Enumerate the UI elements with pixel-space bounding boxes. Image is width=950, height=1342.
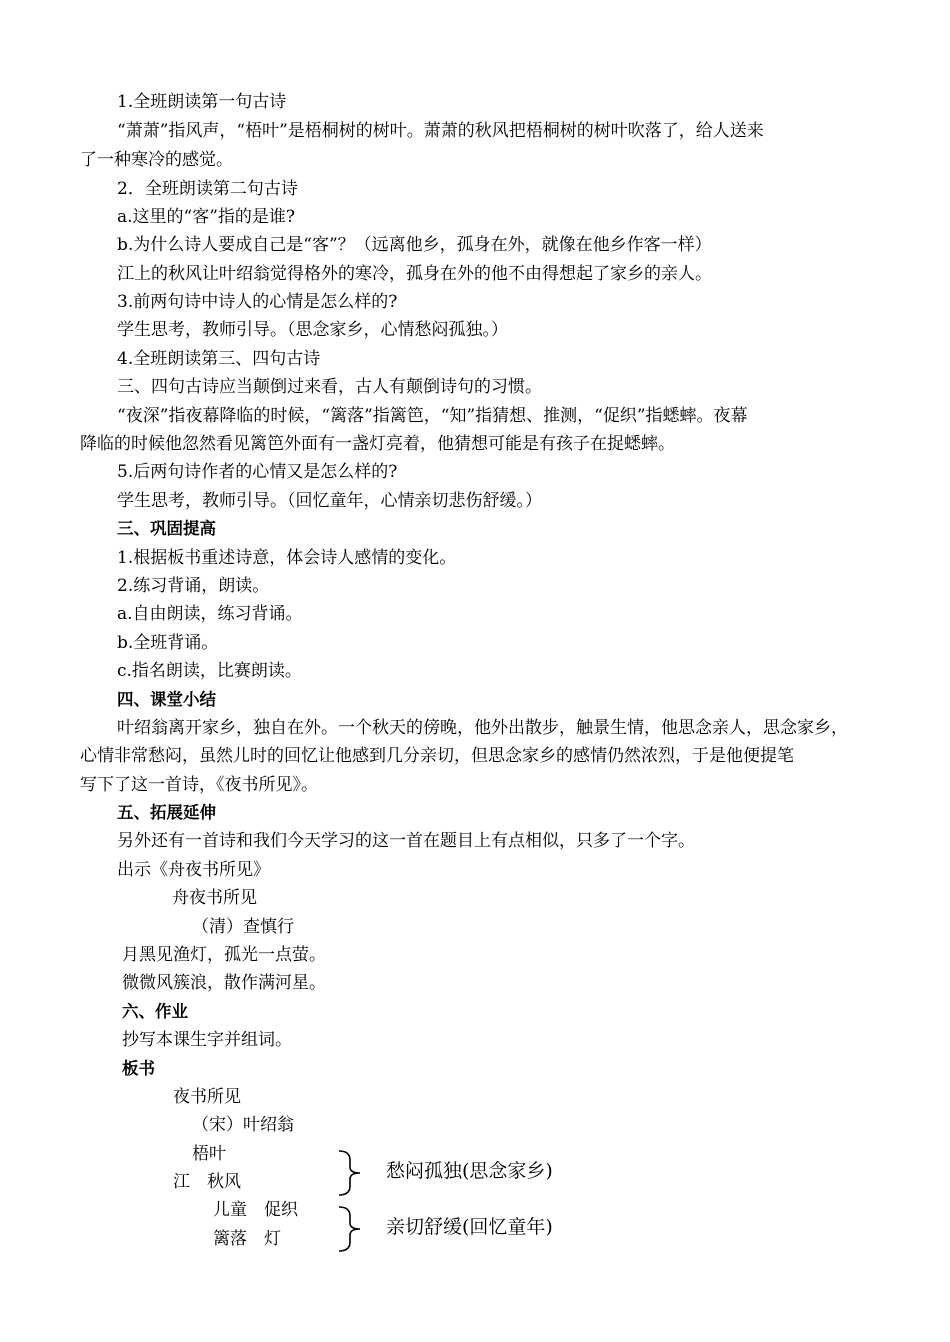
- text-line: 4.全班朗读第三、四句古诗: [117, 349, 321, 369]
- board-emotion-note: 愁闷孤独(思念家乡): [386, 1160, 553, 1182]
- poem-line: 微微风簇浪，散作满河星。: [122, 973, 326, 993]
- text-line: c.指名朗读，比赛朗读。: [117, 661, 302, 681]
- text-line: 5.后两句诗作者的心情又是怎么样的?: [117, 462, 398, 482]
- section-heading: 四、课堂小结: [117, 690, 216, 709]
- right-brace-icon: [336, 1204, 364, 1254]
- board-item: 梧叶: [192, 1144, 226, 1164]
- text-line: 1.根据板书重述诗意，体会诗人感情的变化。: [117, 548, 457, 568]
- text-line: 叶绍翁离开家乡，独自在外。一个秋天的傍晚，他外出散步，触景生情，他思念亲人，思念家乡，: [117, 718, 848, 738]
- section-heading: 三、巩固提高: [117, 519, 216, 538]
- text-line: 抄写本课生字并组词。: [122, 1030, 292, 1050]
- text-line: 1.全班朗读第一句古诗: [117, 92, 287, 112]
- board-item: 儿童 促织: [213, 1200, 298, 1220]
- text-line: 写下了这一首诗，《夜书所见》。: [80, 775, 318, 795]
- right-brace-icon: [336, 1148, 364, 1198]
- text-line: 三、四句古诗应当颠倒过来看，古人有颠倒诗句的习惯。: [117, 377, 542, 397]
- text-line: a.这里的“客”指的是谁?: [117, 207, 296, 227]
- section-heading: 六、作业: [122, 1002, 188, 1021]
- section-heading: 板书: [122, 1059, 155, 1078]
- text-line: 另外还有一首诗和我们今天学习的这一首在题目上有点相似，只多了一个字。: [117, 831, 695, 851]
- text-line: 降临的时候他忽然看见篱笆外面有一盏灯亮着，他猜想可能是有孩子在捉蟋蟀。: [80, 434, 675, 454]
- board-item: 江 秋风: [173, 1172, 241, 1192]
- text-line: b.全班背诵。: [117, 633, 219, 653]
- text-line: “夜深”指夜幕降临的时候，“篱落”指篱笆，“知”指猜想、推测，“促织”指蟋蟀。夜幕: [117, 406, 748, 426]
- text-line: a.自由朗读，练习背诵。: [117, 604, 303, 624]
- board-item: 篱落 灯: [213, 1229, 281, 1249]
- board-emotion-note: 亲切舒缓(回忆童年): [386, 1216, 553, 1238]
- text-line: 学生思考，教师引导。（回忆童年，心情亲切悲伤舒缓。）: [117, 491, 542, 511]
- poem-title: 舟夜书所见: [172, 888, 257, 908]
- board-title: 夜书所见: [173, 1087, 241, 1107]
- poem-line: 月黑见渔灯，孤光一点萤。: [122, 945, 326, 965]
- text-line: “萧萧”指风声，“梧叶”是梧桐树的树叶。萧萧的秋风把梧桐树的树叶吹落了，给人送来: [117, 121, 764, 141]
- text-line: 学生思考，教师引导。（思念家乡，心情愁闷孤独。）: [117, 320, 508, 340]
- text-line: 3.前两句诗中诗人的心情是怎么样的?: [117, 292, 398, 312]
- text-line: b.为什么诗人要成自己是“客”？（远离他乡，孤身在外，就像在他乡作客一样）: [117, 235, 712, 255]
- section-heading: 五、拓展延伸: [117, 803, 216, 822]
- board-author: （宋）叶绍翁: [192, 1115, 294, 1135]
- text-line: 心情非常愁闷，虽然儿时的回忆让他感到几分亲切，但思念家乡的感情仍然浓烈，于是他便提笔: [80, 746, 794, 766]
- text-line: 2.练习背诵，朗读。: [117, 576, 270, 596]
- text-line: 江上的秋风让叶绍翁觉得格外的寒冷，孤身在外的他不由得想起了家乡的亲人。: [117, 264, 712, 284]
- text-line: 2．全班朗读第二句古诗: [117, 179, 298, 199]
- poem-author: （清）查慎行: [192, 917, 294, 937]
- text-line: 出示《舟夜书所见》: [117, 860, 270, 880]
- text-line: 了一种寒冷的感觉。: [80, 150, 233, 170]
